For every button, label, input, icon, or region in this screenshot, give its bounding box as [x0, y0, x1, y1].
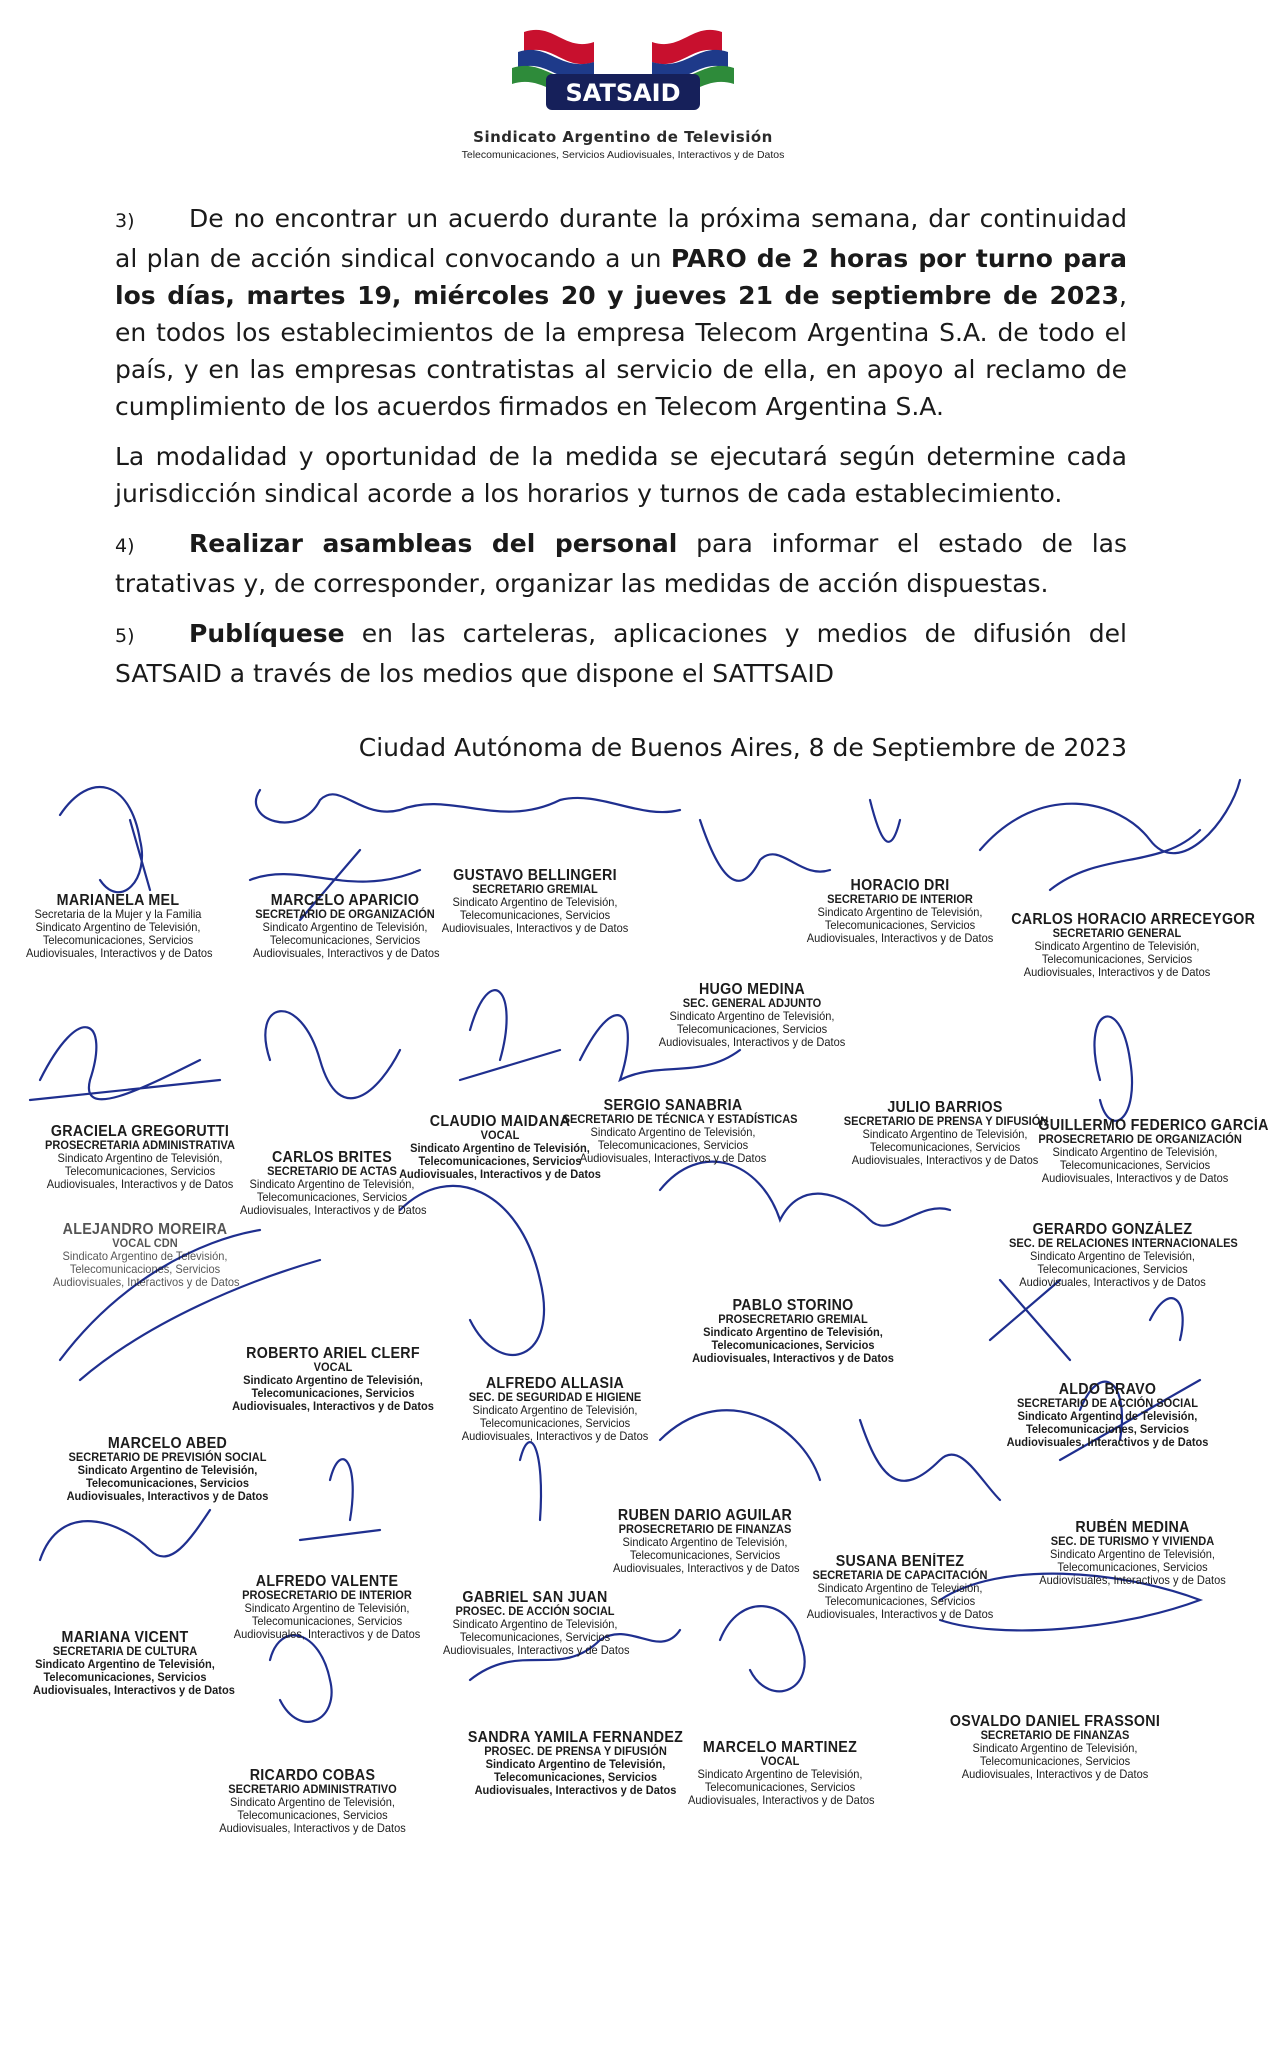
signatory-name: HORACIO DRI	[850, 877, 950, 894]
signature-scribble	[660, 1162, 950, 1226]
signatory-block	[26, 892, 213, 960]
signatory-org: Sindicato Argentino de Televisión,	[697, 1767, 863, 1781]
signatory-block	[655, 982, 848, 1049]
signatory-name: GABRIEL SAN JUAN	[462, 1589, 608, 1606]
signatory-block	[843, 1099, 1049, 1167]
signatory-org: Telecomunicaciones, Servicios	[676, 1022, 828, 1036]
signatory-org: Sindicato Argentino de Televisión,	[1017, 1409, 1198, 1423]
signatory-org: Telecomunicaciones, Servicios	[493, 1770, 658, 1784]
signatory-org: Sindicato Argentino de Televisión,	[452, 895, 618, 909]
signatory-block	[1011, 911, 1256, 979]
signatory-org: Audiovisuales, Interactivos y de Datos	[461, 1429, 649, 1443]
signature-scribble	[660, 1410, 1000, 1500]
signatory-block	[803, 1554, 996, 1621]
signatory-org: Audiovisuales, Interactivos y de Datos	[1023, 965, 1211, 979]
signatory-block	[949, 1714, 1161, 1781]
signatory-org: Telecomunicaciones, Servicios	[629, 1548, 781, 1562]
signatory-block	[230, 1574, 423, 1641]
signatory-role: VOCAL	[480, 1128, 520, 1142]
org-name: Sindicato Argentino de Televisión	[473, 128, 773, 146]
signatory-role: SECRETARIA DE CULTURA	[52, 1644, 198, 1658]
signatory-block	[1009, 1221, 1238, 1289]
signature-scribble	[520, 1442, 541, 1520]
document-body	[115, 200, 1127, 705]
signatory-org: Sindicato Argentino de Televisión,	[452, 1617, 618, 1631]
signatory-org: Audiovisuales, Interactivos y de Datos	[53, 1275, 240, 1289]
signatory-name: MARCELO ABED	[107, 1435, 228, 1452]
signature-scribble	[60, 787, 150, 892]
signature-scribble	[40, 1510, 210, 1560]
signatory-name: PABLO STORINO	[732, 1297, 854, 1314]
signatory-org: Sindicato Argentino de Televisión,	[972, 1741, 1138, 1755]
signatory-name: ALFREDO VALENTE	[255, 1573, 399, 1590]
signatory-role: SECRETARIO GREMIAL	[472, 882, 598, 896]
signatory-org: Telecomunicaciones, Servicios	[42, 933, 194, 947]
signatory-role: PROSECRETARIO DE FINANZAS	[618, 1522, 792, 1536]
signatory-org: Telecomunicaciones, Servicios	[1057, 1560, 1208, 1574]
signatory-role: VOCAL	[313, 1360, 353, 1374]
paragraph-number: 3)	[115, 210, 135, 232]
signatory-block	[438, 868, 631, 935]
signatory-org: Telecomunicaciones, Servicios	[1059, 1158, 1211, 1172]
signatory-org: Audiovisuales, Interactivos y de Datos	[240, 1203, 427, 1217]
signatory-org: Audiovisuales, Interactivos y de Datos	[806, 1607, 994, 1621]
signatory-org: Sindicato Argentino de Televisión,	[57, 1151, 223, 1165]
signatory-org: Telecomunicaciones, Servicios	[704, 1780, 856, 1794]
org-subtitle: Telecomunicaciones, Servicios Audiovisuales, Interactivos y de Datos	[461, 149, 785, 161]
signatory-org: Telecomunicaciones, Servicios	[64, 1164, 216, 1178]
signatory-block	[688, 1739, 875, 1807]
paragraph-4	[115, 525, 1127, 602]
signatory-block	[687, 1298, 899, 1365]
paragraph-modality: La modalidad y oportunidad de la medida se ejecutará según determine cada jurisdicción sindical acorde a los horarios y turnos de cada establecimiento.	[115, 442, 1127, 508]
signatory-org: Telecomunicaciones, Servicios	[1037, 1262, 1188, 1276]
signatory-role: SECRETARIO ADMINISTRATIVO	[228, 1782, 397, 1796]
signatory-org: Audiovisuales, Interactivos y de Datos	[399, 1167, 601, 1181]
signatory-block	[613, 1507, 800, 1575]
signatory-org: Telecomunicaciones, Servicios	[69, 1262, 221, 1276]
signatory-org: Telecomunicaciones, Servicios	[251, 1614, 403, 1628]
signatory-role: SECRETARIO DE ACTAS	[267, 1164, 397, 1178]
signatory-org: Audiovisuales, Interactivos y de Datos	[1041, 1171, 1229, 1185]
signatory-block	[1038, 1117, 1269, 1185]
signature-scribble	[265, 1011, 400, 1098]
signatory-role: PROSEC. DE ACCIÓN SOCIAL	[455, 1604, 615, 1618]
signatory-role: SECRETARIO DE TÉCNICA Y ESTADÍSTICAS	[562, 1112, 798, 1126]
signature-scribble	[700, 800, 900, 881]
signatory-org: Audiovisuales, Interactivos y de Datos	[579, 1151, 767, 1165]
signatory-org: Sindicato Argentino de Televisión,	[472, 1403, 638, 1417]
signatory-name: ALFREDO ALLASIA	[485, 1375, 625, 1392]
signatory-role: VOCAL	[760, 1754, 800, 1768]
signatory-org: Sindicato Argentino de Televisión,	[35, 1657, 215, 1671]
signatory-org: Sindicato Argentino de Televisión,	[1050, 1547, 1215, 1561]
signatory-block	[253, 892, 440, 960]
signatory-name: MARIANELA MEL	[56, 892, 180, 909]
signatory-org: Audiovisuales, Interactivos y de Datos	[613, 1561, 800, 1575]
dateline: Ciudad Autónoma de Buenos Aires, 8 de Septiembre de 2023	[358, 733, 1127, 762]
signatory-name: HUGO MEDINA	[698, 981, 806, 998]
signatory-org: Audiovisuales, Interactivos y de Datos	[961, 1767, 1149, 1781]
signatory-org: Telecomunicaciones, Servicios	[1041, 952, 1193, 966]
signatory-org: Audiovisuales, Interactivos y de Datos	[688, 1793, 875, 1807]
signatory-org: Audiovisuales, Interactivos y de Datos	[66, 1489, 269, 1503]
signatory-org: Sindicato Argentino de Televisión,	[244, 1601, 410, 1615]
signatory-org: Sindicato Argentino de Televisión,	[410, 1141, 590, 1155]
signatory-role: VOCAL CDN	[112, 1236, 178, 1250]
signatory-org: Sindicato Argentino de Televisión,	[1052, 1145, 1218, 1159]
signatory-org: Sindicato Argentino de Televisión,	[77, 1463, 258, 1477]
signatory-name: RICARDO COBAS	[249, 1767, 376, 1784]
signatory-name: RUBEN DARIO AGUILAR	[617, 1507, 793, 1524]
signatory-block	[43, 1124, 236, 1191]
logo-wordmark: SATSAID	[565, 79, 681, 107]
signatory-org: Sindicato Argentino de Televisión,	[590, 1125, 756, 1139]
signatory-name: SUSANA BENÍTEZ	[835, 1553, 965, 1570]
paragraph-text: para informar el estado de las tratativas y, de corresponder, organizar las medidas de acción dispuestas.	[115, 529, 1127, 598]
signatory-org: Sindicato Argentino de Televisión,	[35, 920, 201, 934]
signatory-org: Audiovisuales, Interactivos y de Datos	[233, 1627, 421, 1641]
signatory-org: Audiovisuales, Interactivos y de Datos	[806, 931, 994, 945]
signatory-name: JULIO BARRIOS	[887, 1099, 1003, 1116]
signatory-org: Sindicato Argentino de Televisión,	[862, 1127, 1028, 1141]
signatory-name: MARIANA VICENT	[61, 1629, 189, 1646]
satsaid-logo	[458, 22, 788, 167]
signatory-block	[218, 1768, 407, 1835]
signature-scribble	[1094, 1016, 1132, 1120]
signatory-org: Telecomunicaciones, Servicios	[237, 1808, 388, 1822]
logo-emblem-icon	[494, 22, 752, 122]
signatory-role: SECRETARIO DE FINANZAS	[980, 1728, 1130, 1742]
signatory-name: GERARDO GONZÁLEZ	[1032, 1221, 1193, 1238]
signatory-role: SEC. GENERAL ADJUNTO	[682, 996, 822, 1010]
signatory-block	[443, 1589, 630, 1657]
signatory-org: Telecomunicaciones, Servicios	[418, 1154, 582, 1168]
signatory-role: SECRETARIO DE INTERIOR	[827, 892, 973, 906]
signatory-org: Sindicato Argentino de Televisión,	[485, 1757, 666, 1771]
signatory-org: Telecomunicaciones, Servicios	[869, 1140, 1021, 1154]
paragraph-number: 5)	[115, 625, 135, 647]
signatory-name: CARLOS HORACIO ARRECEYGOR	[1011, 911, 1256, 928]
signatory-org: Telecomunicaciones, Servicios	[43, 1670, 207, 1684]
signatory-role: SECRETARIA DE CAPACITACIÓN	[812, 1568, 988, 1582]
signatory-name: SANDRA YAMILA FERNANDEZ	[467, 1729, 684, 1746]
signatory-block	[227, 1346, 439, 1413]
signatory-role: SECRETARIO DE PRENSA Y DIFUSIÓN	[843, 1114, 1049, 1128]
signatory-block	[1004, 1382, 1211, 1449]
paragraph-number: 4)	[115, 535, 135, 557]
signatory-role: SEC. DE TURISMO Y VIVIENDA	[1050, 1534, 1215, 1548]
signatory-org: Audiovisuales, Interactivos y de Datos	[658, 1035, 846, 1049]
signatory-org: Sindicato Argentino de Televisión,	[1030, 1249, 1195, 1263]
signatory-org: Sindicato Argentino de Televisión,	[249, 1177, 415, 1191]
signature-scribble	[30, 1027, 220, 1100]
signatory-org: Telecomunicaciones, Servicios	[459, 1630, 611, 1644]
signatory-org: Audiovisuales, Interactivos y de Datos	[26, 946, 213, 960]
signatory-block	[458, 1376, 651, 1443]
signatory-org: Telecomunicaciones, Servicios	[269, 933, 421, 947]
signatory-org: Sindicato Argentino de Televisión,	[1034, 939, 1200, 953]
signatory-name: CLAUDIO MAIDANA	[429, 1113, 571, 1130]
signatory-name: GRACIELA GREGORUTTI	[50, 1123, 230, 1140]
signatory-block	[799, 878, 1001, 945]
paragraph-3	[115, 200, 1127, 425]
signatory-block	[64, 1436, 271, 1503]
signatory-org: Telecomunicaciones, Servicios	[1025, 1422, 1190, 1436]
signatory-role: SECRETARIO DE ACCIÓN SOCIAL	[1017, 1396, 1198, 1410]
signatory-role: PROSECRETARIO DE ORGANIZACIÓN	[1038, 1132, 1242, 1146]
signatory-role: PROSECRETARIO GREMIAL	[718, 1312, 868, 1326]
signatory-name: GUSTAVO BELLINGERI	[453, 867, 617, 884]
paragraph-text: , en todos los establecimientos de la empresa Telecom Argentina S.A. de todo el país, y en las empresas contratistas al servicio de ella, en apoyo al reclamo de cumplimiento de los acuerdos firmados en Telecom Argentina S.A.	[115, 281, 1127, 421]
signature-scribble	[300, 1459, 380, 1540]
signatory-org: Sindicato Argentino de Televisión,	[622, 1535, 788, 1549]
signatory-block	[53, 1221, 240, 1289]
signatory-name: ALDO BRAVO	[1058, 1381, 1157, 1398]
signatory-org: Audiovisuales, Interactivos y de Datos	[219, 1821, 406, 1835]
signatory-org: Audiovisuales, Interactivos y de Datos	[46, 1177, 234, 1191]
signature-scribble	[990, 1280, 1183, 1360]
signatory-block	[467, 1730, 683, 1797]
paragraph-5	[115, 615, 1127, 692]
signatory-block	[240, 1149, 427, 1217]
signatory-org: Telecomunicaciones, Servicios	[597, 1138, 749, 1152]
signatory-org: Audiovisuales, Interactivos y de Datos	[1006, 1435, 1209, 1449]
paragraph-bold: Publíquese	[189, 619, 345, 648]
signatory-block	[1034, 1520, 1232, 1587]
signatory-role: SECRETARIO DE PREVISIÓN SOCIAL	[68, 1450, 267, 1464]
signatory-org: Telecomunicaciones, Servicios	[711, 1338, 875, 1352]
signature-scribble	[270, 1635, 332, 1721]
signatory-org: Audiovisuales, Interactivos y de Datos	[474, 1783, 677, 1797]
signature-scribble	[460, 990, 560, 1080]
signatory-name: SERGIO SANABRIA	[603, 1097, 743, 1114]
signatory-org: Telecomunicaciones, Servicios	[479, 1416, 631, 1430]
signatory-org: Sindicato Argentino de Televisión,	[230, 1795, 395, 1809]
signatory-name: OSVALDO DANIEL FRASSONI	[949, 1713, 1161, 1730]
signatory-org: Telecomunicaciones, Servicios	[824, 918, 976, 932]
signature-scribble	[720, 1606, 805, 1691]
signatory-org: Sindicato Argentino de Televisión,	[669, 1009, 835, 1023]
signatory-role: PROSECRETARIO DE INTERIOR	[242, 1588, 412, 1602]
signatory-org: Sindicato Argentino de Televisión,	[703, 1325, 883, 1339]
signatory-org: Audiovisuales, Interactivos y de Datos	[441, 921, 629, 935]
signatory-name: ROBERTO ARIEL CLERF	[246, 1345, 420, 1362]
signatory-name: MARCELO APARICIO	[270, 892, 420, 909]
signatory-role: SEC. DE SEGURIDAD E HIGIENE	[468, 1390, 642, 1404]
signatory-org: Telecomunicaciones, Servicios	[256, 1190, 408, 1204]
signatory-org: Audiovisuales, Interactivos y de Datos	[232, 1399, 434, 1413]
signatory-org: Audiovisuales, Interactivos y de Datos	[1039, 1573, 1226, 1587]
signatory-org: Audiovisuales, Interactivos y de Datos	[443, 1643, 630, 1657]
signatory-org: Audiovisuales, Interactivos y de Datos	[1019, 1275, 1206, 1289]
signatory-org: Audiovisuales, Interactivos y de Datos	[253, 946, 440, 960]
strike-announcement: PARO de 2 horas por turno para los días, martes 19, miércoles 20 y jueves 21 de septiembre de 2023	[115, 244, 1127, 310]
signatory-org: Sindicato Argentino de Televisión,	[243, 1373, 423, 1387]
signatory-org: Audiovisuales, Interactivos y de Datos	[692, 1351, 894, 1365]
signatory-name: MARCELO MARTINEZ	[702, 1739, 858, 1756]
signatory-block	[562, 1097, 798, 1165]
signatory-org: Telecomunicaciones, Servicios	[85, 1476, 250, 1490]
signatory-org: Telecomunicaciones, Servicios	[979, 1754, 1131, 1768]
signatory-org: Telecomunicaciones, Servicios	[459, 908, 611, 922]
signatory-role: PROSEC. DE PRENSA Y DIFUSIÓN	[484, 1744, 667, 1758]
signatory-org: Telecomunicaciones, Servicios	[251, 1386, 415, 1400]
signatory-org: Sindicato Argentino de Televisión,	[817, 1581, 983, 1595]
signature-scribble	[980, 780, 1240, 890]
signatory-org: Audiovisuales, Interactivos y de Datos	[33, 1683, 235, 1697]
signatory-org: Audiovisuales, Interactivos y de Datos	[851, 1153, 1039, 1167]
signatory-block	[33, 1629, 235, 1697]
signatory-name: RUBÉN MEDINA	[1075, 1519, 1190, 1536]
signatory-org: Sindicato Argentino de Televisión,	[262, 920, 428, 934]
signatory-role: SECRETARIO DE ORGANIZACIÓN	[255, 907, 435, 921]
paragraph-text: De no encontrar un acuerdo durante la próxima semana, dar continuidad al plan de acción sindical convocando a un	[115, 204, 1127, 273]
signature-scribble	[256, 790, 680, 822]
signatory-name: ALEJANDRO MOREIRA	[62, 1221, 228, 1238]
paragraph-text: en las carteleras, aplicaciones y medios de difusión del SATSAID a través de los medios que dispone el SATTSAID	[115, 619, 1127, 688]
signatory-role: SEC. DE RELACIONES INTERNACIONALES	[1009, 1236, 1238, 1250]
signatory-name: CARLOS BRITES	[271, 1149, 393, 1166]
signatory-org: Telecomunicaciones, Servicios	[824, 1594, 976, 1608]
signatory-org: Sindicato Argentino de Televisión,	[817, 905, 983, 919]
signatory-role: Secretaria de la Mujer y la Familia	[34, 907, 202, 921]
signatory-name: GUILLERMO FEDERICO GARCÍA	[1038, 1117, 1269, 1134]
signatory-role: SECRETARIO GENERAL	[1052, 926, 1182, 940]
paragraph-bold: Realizar asambleas del personal	[189, 529, 678, 558]
signatory-org: Sindicato Argentino de Televisión,	[62, 1249, 228, 1263]
signatory-role: PROSECRETARIA ADMINISTRATIVA	[45, 1138, 235, 1152]
